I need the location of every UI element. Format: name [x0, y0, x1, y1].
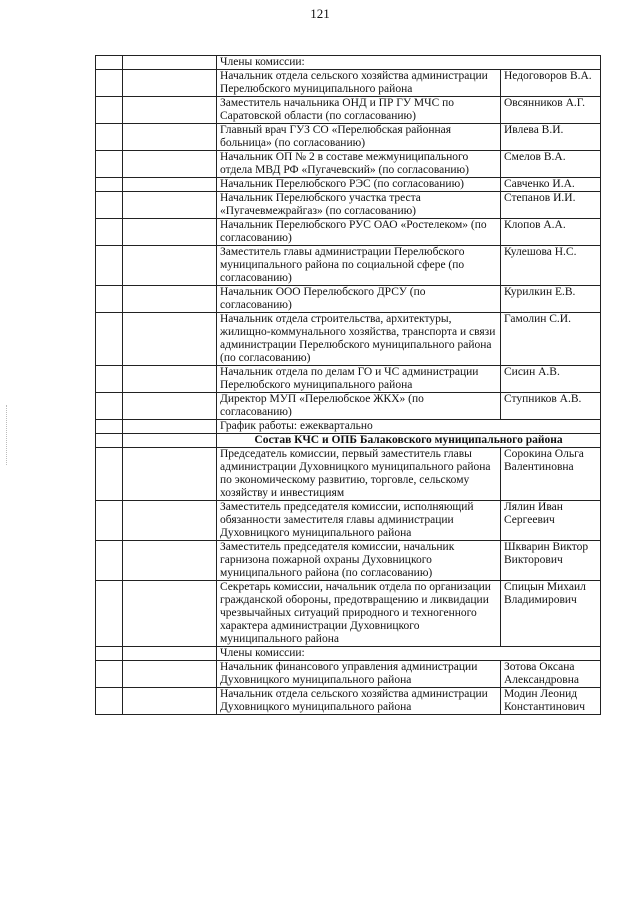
table-row: [96, 393, 601, 420]
table-row: [96, 420, 601, 434]
table-row: [96, 97, 601, 124]
index-cell: [96, 56, 123, 70]
district-cell: [123, 151, 217, 178]
position-cell: Начальник отдела сельского хозяйства администрации Духовницкого муниципального района: [217, 688, 501, 715]
member-name-cell: Спицын Михаил Владимирович: [501, 581, 601, 647]
position-cell: Главный врач ГУЗ СО «Перелюбская районная больница» (по согласованию): [217, 124, 501, 151]
district-cell: [123, 70, 217, 97]
index-cell: [96, 581, 123, 647]
index-cell: [96, 70, 123, 97]
position-cell: Начальник ОП № 2 в составе межмуниципального отдела МВД РФ «Пугачевский» (по согласованию): [217, 151, 501, 178]
member-name-cell: Смелов В.А.: [501, 151, 601, 178]
index-cell: [96, 97, 123, 124]
position-cell: Начальник Перелюбского РЭС (по согласованию): [217, 178, 501, 192]
district-cell: [123, 124, 217, 151]
district-cell: [123, 313, 217, 366]
position-cell: Секретарь комиссии, начальник отдела по организации гражданской обороны, предотвращению и ликвидации чрезвычайных ситуаций природного и техногенного характера администрации Духовницкого муниципального района: [217, 581, 501, 647]
section-label: Члены комиссии:: [217, 56, 601, 70]
member-name-cell: Ивлева В.И.: [501, 124, 601, 151]
district-cell: [123, 178, 217, 192]
index-cell: [96, 151, 123, 178]
position-cell: Директор МУП «Перелюбское ЖКХ» (по согласованию): [217, 393, 501, 420]
member-name-cell: Модин Леонид Константинович: [501, 688, 601, 715]
member-name-cell: Сорокина Ольга Валентиновна: [501, 448, 601, 501]
member-name-cell: Сисин А.В.: [501, 366, 601, 393]
commission-table: [95, 55, 601, 715]
member-name-cell: Шкварин Виктор Викторович: [501, 541, 601, 581]
district-cell: [123, 501, 217, 541]
member-name-cell: Лялин Иван Сергеевич: [501, 501, 601, 541]
table-row: [96, 286, 601, 313]
index-cell: [96, 661, 123, 688]
district-cell: [123, 448, 217, 501]
index-cell: [96, 192, 123, 219]
index-cell: [96, 219, 123, 246]
table-row: [96, 541, 601, 581]
index-cell: [96, 366, 123, 393]
index-cell: [96, 246, 123, 286]
position-cell: Председатель комиссии, первый заместитель главы администрации Духовницкого муниципального района по экономическому развитию, торговле, сельскому хозяйству и инвестициям: [217, 448, 501, 501]
index-cell: [96, 313, 123, 366]
position-cell: Начальник Перелюбского участка треста «Пугачевмежрайгаз» (по согласованию): [217, 192, 501, 219]
section-label: График работы: ежеквартально: [217, 420, 601, 434]
member-name-cell: Степанов И.И.: [501, 192, 601, 219]
member-name-cell: Зотова Оксана Александровна: [501, 661, 601, 688]
position-cell: Начальник финансового управления администрации Духовницкого муниципального района: [217, 661, 501, 688]
district-cell: [123, 393, 217, 420]
table-row: [96, 192, 601, 219]
table-row: [96, 246, 601, 286]
table-row: [96, 688, 601, 715]
district-cell: [123, 434, 217, 448]
member-name-cell: Овсянников А.Г.: [501, 97, 601, 124]
index-cell: [96, 541, 123, 581]
table-row: [96, 151, 601, 178]
index-cell: [96, 448, 123, 501]
member-name-cell: Недоговоров В.А.: [501, 70, 601, 97]
table-row: [96, 70, 601, 97]
page-number: 121: [310, 6, 330, 21]
table-row: [96, 448, 601, 501]
member-name-cell: Кулешова Н.С.: [501, 246, 601, 286]
margin-mark: [6, 405, 8, 465]
district-cell: [123, 97, 217, 124]
district-cell: [123, 246, 217, 286]
member-name-cell: Ступников А.В.: [501, 393, 601, 420]
district-cell: [123, 366, 217, 393]
table-row: [96, 647, 601, 661]
position-cell: Начальник Перелюбского РУС ОАО «Ростелеком» (по согласованию): [217, 219, 501, 246]
table-row: [96, 434, 601, 448]
index-cell: [96, 286, 123, 313]
index-cell: [96, 178, 123, 192]
table-row: [96, 178, 601, 192]
district-cell: [123, 581, 217, 647]
position-cell: Заместитель начальника ОНД и ПР ГУ МЧС по Саратовской области (по согласованию): [217, 97, 501, 124]
district-cell: [123, 286, 217, 313]
position-cell: Заместитель председателя комиссии, исполняющий обязанности заместителя главы администрации Духовницкого муниципального района: [217, 501, 501, 541]
section-label: Члены комиссии:: [217, 647, 601, 661]
position-cell: Начальник ООО Перелюбского ДРСУ (по согласованию): [217, 286, 501, 313]
position-cell: Начальник отдела строительства, архитектуры, жилищно-коммунального хозяйства, транспорта и связи администрации Перелюбского муниципального района (по согласованию): [217, 313, 501, 366]
district-cell: [123, 56, 217, 70]
index-cell: [96, 393, 123, 420]
table-row: [96, 313, 601, 366]
table-row: [96, 124, 601, 151]
district-cell: [123, 420, 217, 434]
index-cell: [96, 688, 123, 715]
position-cell: Начальник отдела сельского хозяйства администрации Перелюбского муниципального района: [217, 70, 501, 97]
position-cell: Заместитель председателя комиссии, начальник гарнизона пожарной охраны Духовницкого муниципального района (по согласованию): [217, 541, 501, 581]
index-cell: [96, 124, 123, 151]
table-row: [96, 219, 601, 246]
table-row: [96, 56, 601, 70]
member-name-cell: Клопов А.А.: [501, 219, 601, 246]
table-row: [96, 366, 601, 393]
table-row: [96, 661, 601, 688]
district-cell: [123, 192, 217, 219]
position-cell: Начальник отдела по делам ГО и ЧС администрации Перелюбского муниципального района: [217, 366, 501, 393]
member-name-cell: Савченко И.А.: [501, 178, 601, 192]
district-cell: [123, 688, 217, 715]
section-heading: Состав КЧС и ОПБ Балаковского муниципального района: [217, 434, 601, 448]
index-cell: [96, 501, 123, 541]
member-name-cell: Гамолин С.И.: [501, 313, 601, 366]
district-cell: [123, 541, 217, 581]
district-cell: [123, 219, 217, 246]
table-row: [96, 581, 601, 647]
index-cell: [96, 647, 123, 661]
district-cell: [123, 661, 217, 688]
member-name-cell: Курилкин Е.В.: [501, 286, 601, 313]
position-cell: Заместитель главы администрации Перелюбского муниципального района по социальной сфере (по согласованию): [217, 246, 501, 286]
index-cell: [96, 434, 123, 448]
table-row: [96, 501, 601, 541]
district-cell: [123, 647, 217, 661]
index-cell: [96, 420, 123, 434]
